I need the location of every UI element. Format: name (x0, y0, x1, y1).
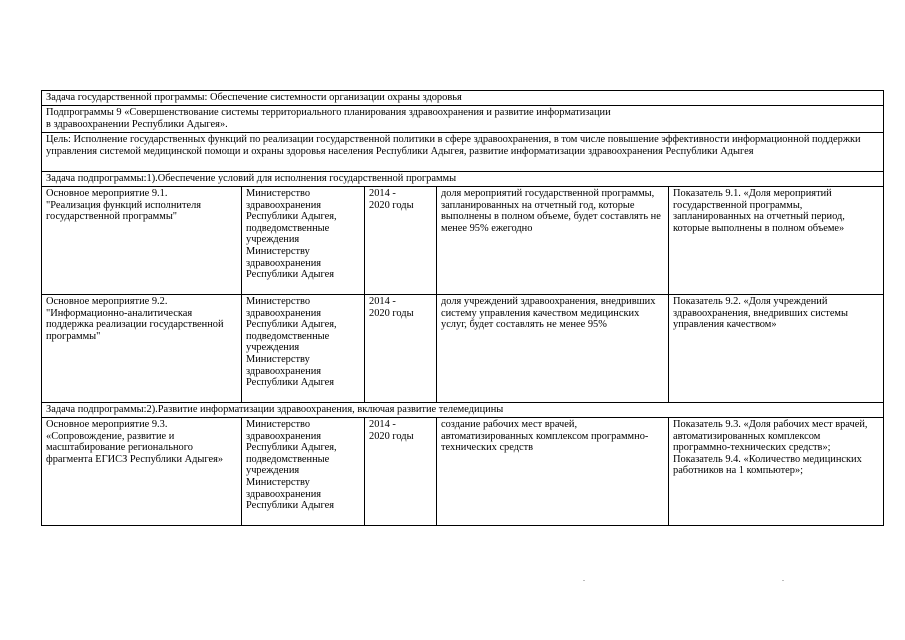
measure-executor: Министерство здравоохранения Республики Адыгея, подведомственные учреждения Министерству здравоохранения Республики Адыгея (242, 295, 365, 403)
subtask-2: Задача подпрограммы:2).Развитие информатизации здравоохранения, включая развитие телемедицины (42, 403, 884, 418)
measure-name: Основное мероприятие 9.3. «Сопровождение, развитие и масштабирование регионального фрагмента ЕГИСЗ Республики Адыгея» (42, 418, 242, 526)
measure-row (42, 295, 884, 403)
measure-result: доля учреждений здравоохранения, внедривших систему управления качеством медицинских услуг, будет составлять не менее 95% (437, 295, 669, 403)
measure-row (42, 187, 884, 295)
measure-indicator: Показатель 9.1. «Доля мероприятий государственной программы, запланированных на отчетный период, которые выполнены в полном объеме» (669, 187, 884, 295)
measure-period: 2014 - 2020 годы (365, 187, 437, 295)
task-row (42, 91, 884, 106)
scan-speck (782, 580, 784, 581)
measure-indicator: Показатель 9.2. «Доля учреждений здравоохранения, внедривших системы управления качеством» (669, 295, 884, 403)
program-goal: Цель: Исполнение государственных функций по реализации государственной политики в сфере здравоохранения, в том числе повышение эффективности информационной поддержки управления системой медицинской помощи и охраны здоровья населения Республики Адыгея, развитие информатизации здравоохранения Республики Адыгея (42, 133, 884, 172)
measure-name: Основное мероприятие 9.1. "Реализация функций исполнителя государственной программы" (42, 187, 242, 295)
measure-executor: Министерство здравоохранения Республики Адыгея, подведомственные учреждения Министерству здравоохранения Республики Адыгея (242, 187, 365, 295)
measure-result: доля мероприятий государственной программы, запланированных на отчетный год, которые выполнены в полном объеме, будет составлять не менее 95% ежегодно (437, 187, 669, 295)
subtask-row (42, 403, 884, 418)
subprogram-row (42, 106, 884, 133)
measure-name: Основное мероприятие 9.2. "Информационно-аналитическая поддержка реализации государственной программы" (42, 295, 242, 403)
measure-result: создание рабочих мест врачей, автоматизированных комплексом программно-технических средств (437, 418, 669, 526)
subprogram-title: Подпрограммы 9 «Совершенствование системы территориального планирования здравоохранения и развитие информатизации в здравоохранении Республики Адыгея». (42, 106, 884, 133)
task-state-program: Задача государственной программы: Обеспечение системности организации охраны здоровья (42, 91, 884, 106)
measure-period: 2014 - 2020 годы (365, 418, 437, 526)
measure-executor: Министерство здравоохранения Республики Адыгея, подведомственные учреждения Министерству здравоохранения Республики Адыгея (242, 418, 365, 526)
measure-period: 2014 - 2020 годы (365, 295, 437, 403)
measure-indicator: Показатель 9.3. «Доля рабочих мест врачей, автоматизированных комплексом программно-технических средств»; Показатель 9.4. «Количество медицинских работников на 1 компьютер»; (669, 418, 884, 526)
goal-row (42, 133, 884, 172)
program-table (41, 90, 884, 526)
scan-speck (583, 580, 585, 581)
measure-row (42, 418, 884, 526)
subtask-1: Задача подпрограммы:1).Обеспечение условий для исполнения государственной программы (42, 172, 884, 187)
subtask-row (42, 172, 884, 187)
